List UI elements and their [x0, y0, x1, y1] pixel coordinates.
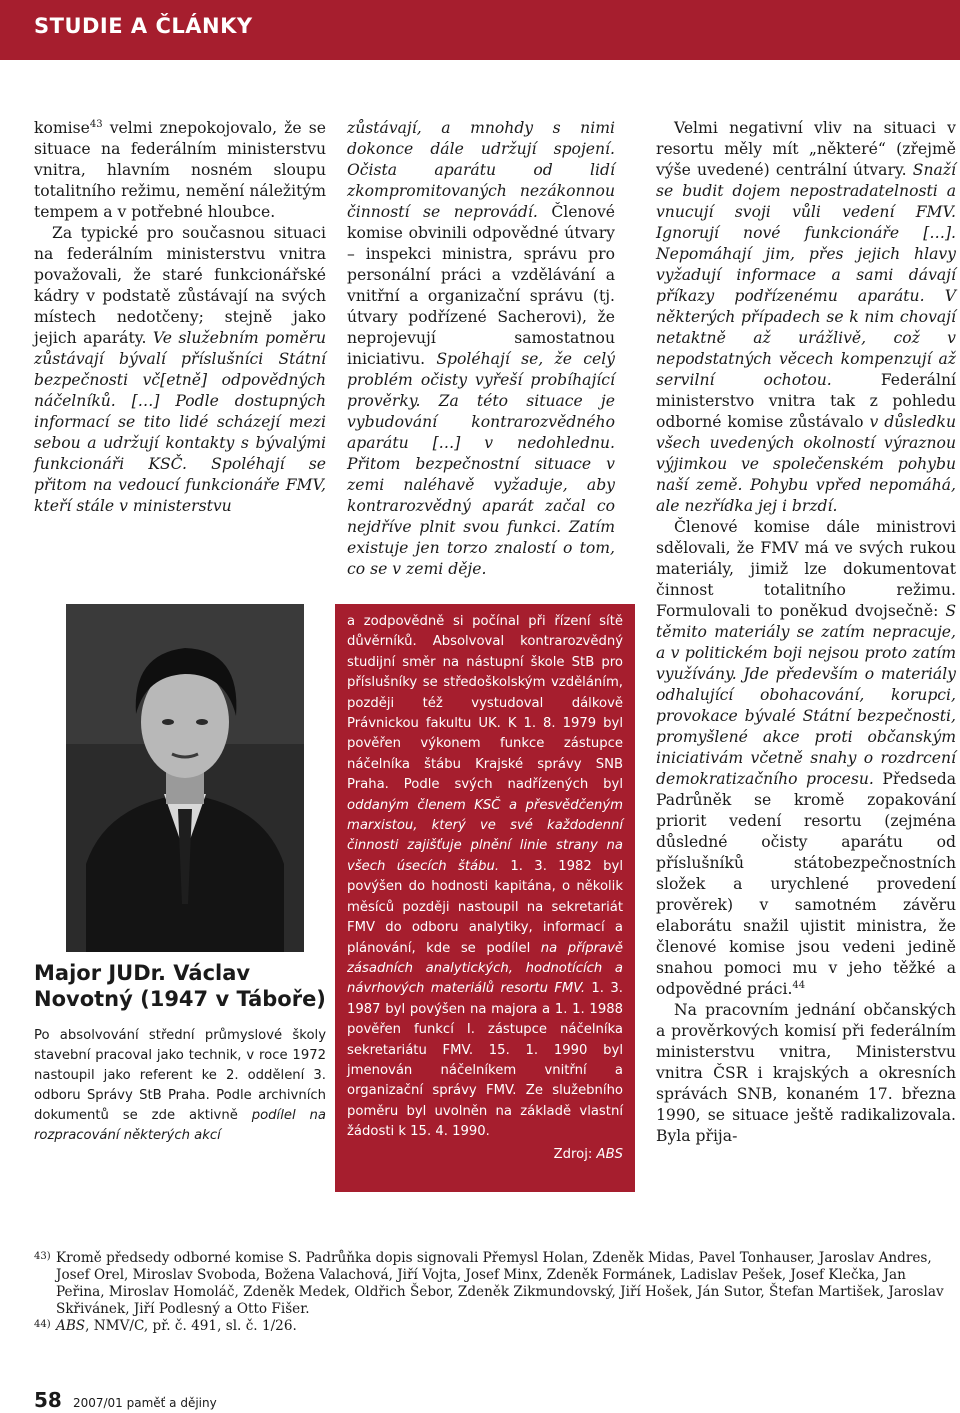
- footnote-number: 44): [34, 1319, 51, 1330]
- biography-sidebar: [335, 604, 635, 1192]
- footnote-text: Kromě předsedy odborné komise S. Padrůňka dopis signovali Přemysl Holan, Zdeněk Midas, Pavel Tonhauser, Jaroslav Andres, Josef Orel, Miroslav Svoboda, Božena Valachová, Jiří Vojta, Josef Minx, Zdeněk Formánek, Ladislav Pešek, Josef Klečka, Jan Peřina, Miroslav Homoláč, Zdeněk Medek, Oldřich Šebor, Zdeněk Zikmundovský, Jiří Hošek, Ján Sutor, Štefan Martišek, Jaroslav Skřivánek, Jiří Podlesný a Otto Fišer.: [56, 1250, 944, 1317]
- footnote-text: , NMV/C, př. č. 491, sl. č. 1/26.: [85, 1318, 297, 1334]
- quote: na přípravě zásadních analytických, hodnotících a návrhových materiálů resortu FMV.: [347, 940, 623, 997]
- paragraph: [656, 118, 956, 517]
- footnote-ref[interactable]: 43: [89, 118, 103, 130]
- paragraph: [34, 223, 326, 517]
- source-label: Zdroj:: [553, 1146, 597, 1162]
- paragraph: [347, 118, 615, 580]
- sidebar-text: [347, 612, 623, 1165]
- portrait-illustration: [66, 604, 304, 952]
- text: velmi znepokojovalo, že se situace na federálním ministerstvu vnitra, hlavním nosném sloupu totalitního režimu, nemění náležitým tempem a v potřebné hloubce.: [34, 119, 326, 221]
- text-column-2: [347, 118, 615, 580]
- caption-name: Major JUDr. Václav Novotný (1947 v Táboře): [34, 961, 326, 1011]
- footnote: [34, 1250, 956, 1318]
- text: Velmi negativní vliv na situaci v resortu měly mít „některé“ (zřejmě výše uvedené) centrální útvary.: [656, 119, 956, 179]
- paragraph: [656, 517, 956, 1000]
- text-column-3: [656, 118, 956, 1147]
- page-footer: [34, 1388, 217, 1412]
- quote: Ve služebním poměru zůstávají bývalí příslušníci Státní bezpečnosti vč[etně] odpovědných náčelníků. […] Podle dostupných informací se tito lidé scházejí mezi sebou a udržují kontakty s bývalými funkcionáři KSČ. Spoléhají se přitom na vedoucí funkcionáře FMV, kteří stále v ministerstvu: [34, 329, 326, 515]
- section-title: STUDIE A ČLÁNKY: [34, 14, 253, 38]
- portrait-photo: [66, 604, 304, 952]
- quote: zůstávají, a mnohdy s nimi dokonce dále udržují spojení. Očista aparátu od lidí zkompromitovaných nezákonnou činností se neprovádí.: [347, 119, 615, 221]
- text: Členové komise dále ministrovi sdělovali, že FMV má ve svých rukou materiály, jimiž lze dokumentovat činnost totalitního režimu. Formulovali to poněkud dvojsečně:: [656, 518, 956, 620]
- text-italic: podílel na rozpracování některých akcí: [34, 1108, 326, 1143]
- footnote-text-italic: ABS: [56, 1318, 86, 1334]
- footnote: [34, 1318, 956, 1335]
- caption-text: [34, 1026, 326, 1146]
- text-column-1: [34, 118, 326, 517]
- text: Předseda Padrůněk se kromě zopakování priorit vedení resortu (zejména důsledné očisty aparátu od příslušníků státobezpečnostních složek a urychlené provedení prověrek) v samotném závěru elaborátu snažil ujistit ministra, že členové komise jsou vedeni jedině snahou pomoci mu v jeho těžké a odpovědné práci.: [656, 770, 957, 998]
- text: 1. 3. 1987 byl povýšen na majora a 1. 1. 1988 pověřen funkcí I. zástupce náčelníka sekretariátu FMV. 15. 1. 1990 byl jmenován náčelníkem vnitřní a organizační správy FMV. Ze služebního poměru byl uvolněn na základě vlastní žádosti k 15. 4. 1990.: [347, 981, 623, 1140]
- text: a zodpovědně si počínal při řízení sítě důvěrníků. Absolvoval kontrarozvědný studijní směr na nástupní škole StB pro příslušníky se středoškolským vzděláním, později též vystudoval dálkově Právnickou fakultu UK. K 1. 8. 1979 byl pověřen výkonem funkce zástupce náčelníka štábu Krajské správy SNB Praha. Podle svých nadřízených byl: [347, 614, 623, 793]
- quote: S těmito materiály se zatím nepracuje, a v politickém boji nejsou proto zatím využívány. Jde především o materiály odhalující obohacování, korupci, provokace bývalé Státní bezpečnosti, promyšlené akce proti občanským iniciativám včetně snahy o rozdrcení demokratizačního procesu.: [656, 602, 956, 788]
- footnote-number: 43): [34, 1251, 51, 1262]
- quote: Spoléhají se, že celý problém očisty vyřeší probíhající prověrky. Za této situace je vybudování kontrarozvědného aparátu […] v nedohlednu. Přitom bezpečnostní situace v zemi naléhavě vyžaduje, aby kontrarozvědný aparát začal co nejdříve plnit svou funkci. Zatím existuje jen torzo znalostí o tom, co se v zemi děje.: [347, 350, 615, 578]
- source-value: ABS: [596, 1146, 623, 1162]
- text: komise: [34, 119, 90, 137]
- section-header: [0, 0, 960, 60]
- paragraph: [34, 118, 326, 223]
- footnote-ref[interactable]: 44: [792, 979, 806, 991]
- text: Po absolvování střední průmyslové školy stavební pracoval jako technik, v roce 1972 nastoupil jako referent ke 2. oddělení 3. odboru Správy StB Praha. Podle archivních dokumentů se zde aktivně: [34, 1028, 326, 1123]
- sidebar-source: [347, 1145, 623, 1165]
- journal-name: 2007/01 paměť a dějiny: [72, 1396, 217, 1410]
- quote: oddaným členem KSČ a přesvědčeným marxistou, který ve své každodenní činnosti zajišťuje plnění linie strany na všech úsecích štábu.: [347, 797, 623, 874]
- text: Na pracovním jednání občanských a prověrkových komisí při federálním ministerstvu vnitra, Ministerstvu vnitra ČSR i krajských a okresních správách SNB, konaném 17. března 1990, se situace ještě radikalizovala. Byla přija-: [656, 1001, 956, 1145]
- quote: Snaží se budit dojem nepostradatelnosti a vnucují svoji vůli vedení FMV. Ignorují nové funkcionáře […]. Nepomáhají jim, přes jejich hlavy vyžadují informace a sami dávají příkazy podřízenému aparátu. V některých případech se k nim chovají netaktně až urážlivě, což v nepodstatných věcech kompenzují až servilní ochotou.: [656, 161, 956, 389]
- text: Federální ministerstvo vnitra tak z pohledu odborné komise zůstávalo: [656, 371, 956, 431]
- text: Členové komise obvinili odpovědné útvary – inspekci ministra, správu pro personální práci a vzdělávání a vnitřní a organizační správu (tj. útvary podřízené Sacherovi), že neprojevují samostatnou iniciativu.: [347, 203, 615, 368]
- text: 1. 3. 1982 byl povýšen do hodnosti kapitána, o několik měsíců později nastoupil na sekretariát FMV do odboru analytiky, informací a plánování, kde se podílel: [347, 858, 623, 956]
- quote: v důsledku všech uvedených okolností výraznou výjimkou ve společenském pohybu naší země. Pohybu vpřed nepomáhá, ale nezřídka jej i brzdí.: [656, 413, 956, 515]
- text: Za typické pro současnou situaci na federálním ministerstvu vnitra považovali, že staré funkcionářské kádry v podstatě zůstávají na svých místech nedotčeny; stejně jako jejich aparáty.: [34, 224, 326, 347]
- paragraph: [656, 1000, 956, 1147]
- page-number: 58: [34, 1388, 62, 1412]
- photo-caption: [34, 960, 326, 1146]
- footnotes: [34, 1250, 956, 1335]
